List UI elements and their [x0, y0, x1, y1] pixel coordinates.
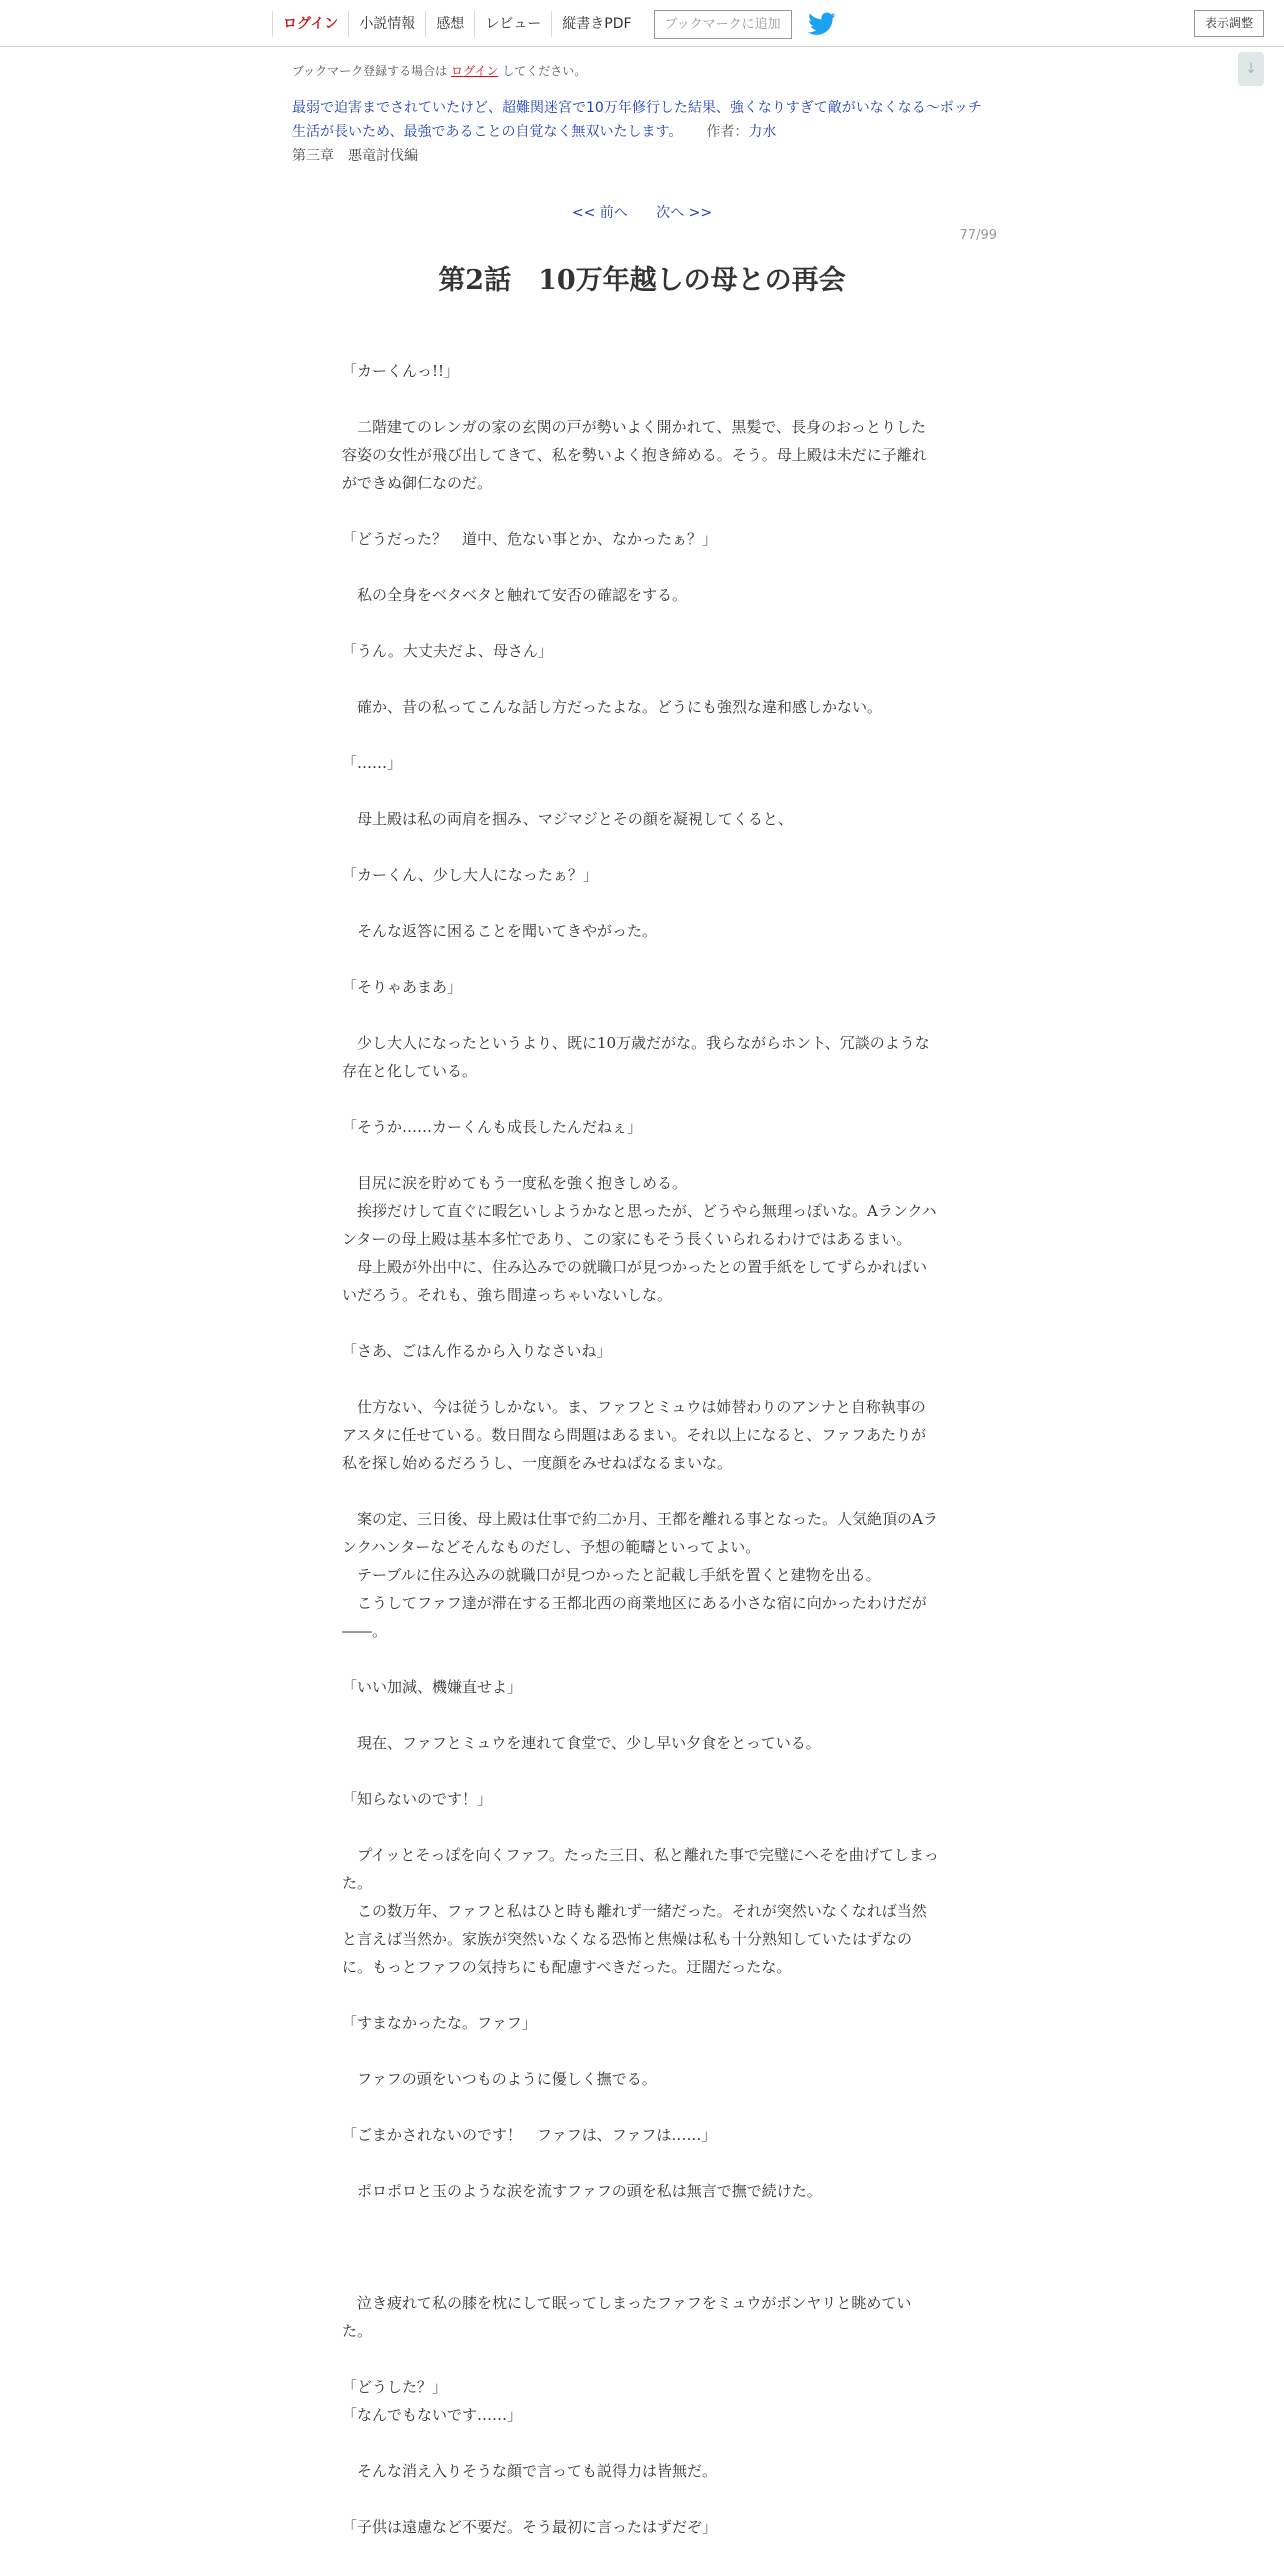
twitter-bird-icon[interactable]: [808, 12, 836, 36]
body-paragraph: [342, 1813, 940, 1841]
body-paragraph: [342, 1141, 940, 1169]
body-paragraph: ファフの頭をいつものように優しく撫でる。: [342, 2070, 657, 2088]
body-paragraph: 「さあ、ごはん作るから入りなさいね」: [342, 1342, 612, 1360]
add-bookmark-button[interactable]: ブックマークに追加: [654, 10, 792, 39]
body-paragraph: [342, 1701, 940, 1729]
novel-title-link[interactable]: 最弱で迫害までされていたけど、超難関迷宮で10万年修行した結果、強くなりすぎて敵がいなくなる～ボッチ生活が長いため、最強であることの自覚なく無双いたします。: [292, 100, 982, 140]
body-paragraph: 「いい加減、機嫌直せよ」: [342, 1678, 523, 1696]
body-paragraph: 「なんでもないです……」: [342, 2406, 523, 2424]
body-paragraph: [342, 497, 940, 525]
body-paragraph: [342, 2205, 940, 2233]
body-paragraph: [342, 2233, 940, 2261]
login-link[interactable]: ログイン: [272, 11, 348, 37]
body-paragraph: [342, 1365, 940, 1393]
body-paragraph: 仕方ない、今は従うしかない。ま、ファフとミュウは姉替わりのアンナと自称執事のアスタに任せている。数日間なら問題はあるまい。それ以上になると、ファフあたりが私を探し始めるだろうし、一度顔をみせねばなるまいな。: [342, 1398, 927, 1472]
next-episode-link[interactable]: 次へ >>: [656, 205, 713, 221]
review-link[interactable]: レビュー: [474, 11, 551, 37]
impressions-link[interactable]: 感想: [425, 11, 474, 37]
body-paragraph: 挨拶だけして直ぐに暇乞いしようかなと思ったが、どうやら無理っぽいな。Aランクハンターの母上殿は基本多忙であり、この家にもそう長くいられるわけではあるまい。: [342, 1202, 937, 1248]
display-settings-button[interactable]: 表示調整: [1194, 10, 1264, 37]
body-paragraph: [342, 665, 940, 693]
episode-title: 第2話 10万年越しの母との再会: [438, 265, 846, 296]
body-paragraph: [342, 2261, 940, 2289]
body-paragraph: [342, 2037, 940, 2065]
body-paragraph: そんな返答に困ることを聞いてきやがった。: [342, 922, 658, 940]
novel-title-block: [292, 96, 992, 144]
body-paragraph: [342, 2429, 940, 2457]
body-paragraph: そんな消え入りそうな顔で言っても説得力は皆無だ。: [342, 2462, 718, 2480]
body-paragraph: 泣き疲れて私の膝を枕にして眠ってしまったファフをミュウがボンヤリと眺めていた。: [342, 2294, 912, 2340]
body-paragraph: [342, 1981, 940, 2009]
body-paragraph: 母上殿は私の両肩を掴み、マジマジとその顔を凝視してくると、: [342, 810, 793, 828]
body-paragraph: [342, 609, 940, 637]
body-paragraph: 「どうだった？ 道中、危ない事とか、なかったぁ？」: [342, 530, 718, 548]
body-paragraph: [342, 1085, 940, 1113]
arrow-down-icon[interactable]: ↓: [1238, 52, 1264, 86]
body-paragraph: 母上殿が外出中に、住み込みでの就職口が見つかったとの置手紙をしてずらかればいいだろう。それも、強ち間違っちゃいないしな。: [342, 1258, 928, 1304]
author-label: 作者：: [706, 124, 749, 140]
body-paragraph: 「そうか……カーくんも成長したんだねぇ」: [342, 1118, 643, 1136]
body-paragraph: 案の定、三日後、母上殿は仕事で約二か月、王都を離れる事となった。人気絶頂のAランクハンターなどそんなものだし、予想の範疇といってよい。: [342, 1510, 938, 1556]
body-paragraph: [342, 2093, 940, 2121]
body-paragraph: [342, 553, 940, 581]
bookmark-login-note: ブックマーク登録する場合は ログイン してください。: [292, 64, 587, 78]
body-paragraph: [342, 1757, 940, 1785]
top-navigation-bar: [0, 0, 1284, 47]
body-paragraph: [342, 385, 940, 413]
body-paragraph: この数万年、ファフと私はひと時も離れず一緒だった。それが突然いなくなれば当然と言えば当然か。家族が突然いなくなる恐怖と焦燥は私も十分熟知していたはずなのに。もっとファフの気持ちにも配慮すべきだった。迂闊だったな。: [342, 1902, 927, 1976]
vertical-pdf-link[interactable]: 縦書きPDF: [551, 11, 641, 37]
episode-pager: [0, 202, 1284, 222]
body-paragraph: 「すまなかったな。ファフ」: [342, 2014, 537, 2032]
main-nav: [272, 10, 836, 38]
body-paragraph: 「知らないのです！」: [342, 1790, 493, 1808]
body-paragraph: 「……」: [342, 754, 403, 772]
body-paragraph: [342, 1001, 940, 1029]
body-paragraph: 現在、ファフとミュウを連れて食堂で、少し早い夕食をとっている。: [342, 1734, 821, 1752]
body-paragraph: [342, 2345, 940, 2373]
body-paragraph: 「どうした？」: [342, 2378, 448, 2396]
body-paragraph: 「ごまかされないのです！ ファフは、ファフは……」: [342, 2126, 717, 2144]
body-paragraph: 目尻に涙を貯めてもう一度私を強く抱きしめる。: [342, 1174, 688, 1192]
body-paragraph: [342, 721, 940, 749]
body-paragraph: テーブルに住み込みの就職口が見つかったと記載し手紙を置くと建物を出る。: [342, 1566, 881, 1584]
body-paragraph: ポロポロと玉のような涙を流すファフの頭を私は無言で撫で続けた。: [342, 2182, 822, 2200]
body-paragraph: 確か、昔の私ってこんな話し方だったよな。どうにも強烈な違和感しかない。: [342, 698, 883, 716]
body-paragraph: [342, 889, 940, 917]
body-paragraph: 「そりゃあまあ」: [342, 978, 463, 996]
body-paragraph: こうしてファフ達が滞在する王都北西の商業地区にある小さな宿に向かったわけだが――。: [342, 1594, 927, 1640]
body-paragraph: [342, 1477, 940, 1505]
body-paragraph: [342, 833, 940, 861]
novel-info-link[interactable]: 小説情報: [348, 11, 425, 37]
body-paragraph: 少し大人になったというより、既に10万歳だがな。我らながらホント、冗談のような存在と化している。: [342, 1034, 930, 1080]
chapter-title: 第三章 悪竜討伐編: [292, 148, 418, 164]
body-paragraph: [342, 2485, 940, 2513]
author-link[interactable]: 力水: [748, 124, 777, 140]
bookmark-login-link[interactable]: ログイン: [451, 64, 499, 78]
body-paragraph: 私の全身をベタベタと触れて安否の確認をする。: [342, 586, 688, 604]
body-paragraph: [342, 1645, 940, 1673]
body-paragraph: [342, 777, 940, 805]
body-paragraph: [342, 1309, 940, 1337]
body-paragraph: 二階建てのレンガの家の玄関の戸が勢いよく開かれて、黒髪で、長身のおっとりした容姿の女性が飛び出してきて、私を勢いよく抱き締める。そう。母上殿は未だに子離れができぬ御仁なのだ。: [342, 418, 927, 492]
body-paragraph: 「カーくん、少し大人になったぁ？」: [342, 866, 598, 884]
body-paragraph: 「うん。大丈夫だよ、母さん」: [342, 642, 553, 660]
prev-episode-link[interactable]: << 前へ: [571, 205, 628, 221]
page-number: 77/99: [959, 228, 997, 243]
body-paragraph: 「カーくんっ!!」: [342, 362, 460, 380]
body-paragraph: プイッとそっぽを向くファフ。たった三日、私と離れた事で完璧にヘそを曲げてしまった。: [342, 1846, 939, 1892]
body-paragraph: [342, 2149, 940, 2177]
body-paragraph: [342, 945, 940, 973]
body-paragraph: 「子供は遠慮など不要だ。そう最初に言ったはずだぞ」: [342, 2518, 718, 2536]
episode-body: [342, 357, 940, 2541]
